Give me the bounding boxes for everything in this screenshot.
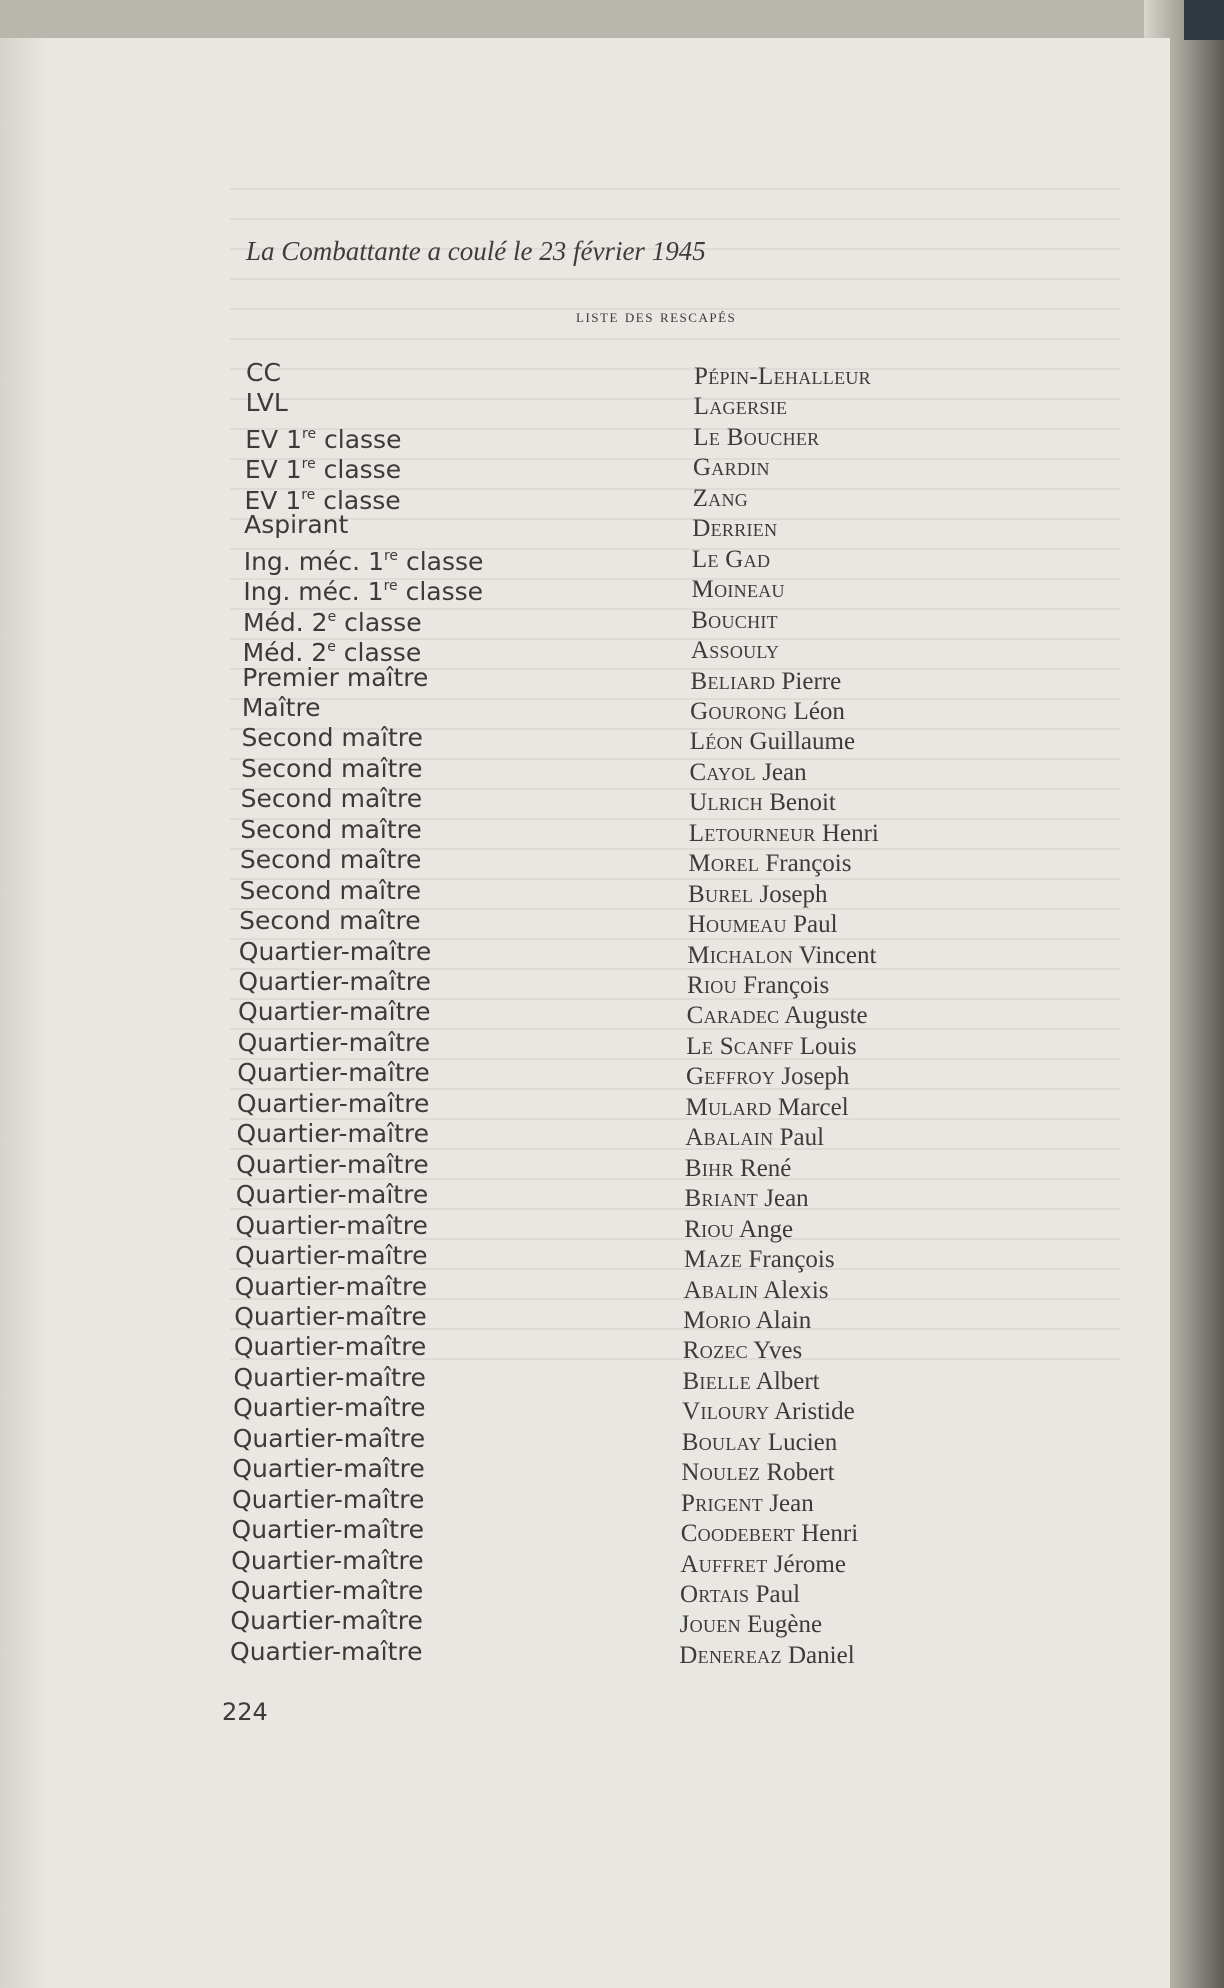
survivor-name <box>689 819 879 849</box>
given-name: Louis <box>799 1032 857 1060</box>
survivor-name <box>693 453 770 483</box>
rank-text: Quartier-maître <box>233 1393 426 1423</box>
given-name: Yves <box>753 1337 803 1365</box>
title-rest: a coulé le 23 février 1945 <box>427 236 706 266</box>
given-name: Robert <box>766 1459 835 1487</box>
survivor-rank <box>238 967 430 997</box>
rank-text: Quartier-maître <box>233 1362 426 1392</box>
given-name: François <box>765 850 852 878</box>
given-name: Paul <box>793 911 838 939</box>
survivor-name <box>689 788 836 818</box>
rank-text: Méd. 2 <box>242 638 328 668</box>
rank-ordinal: e <box>327 608 337 625</box>
survivor-name <box>680 1610 822 1640</box>
survivor-rank <box>237 1089 429 1119</box>
rank-text: Second maître <box>240 784 423 814</box>
rank-text: EV 1 <box>244 455 302 485</box>
surname: Le Gad <box>691 545 771 573</box>
survivor-name <box>683 1306 811 1336</box>
surname: Riou <box>687 972 737 999</box>
survivor-rank <box>240 845 421 875</box>
given-name: Jean <box>769 1489 814 1517</box>
survivor-name <box>690 697 845 727</box>
survivor-name <box>684 1215 793 1245</box>
rank-class: classe <box>315 455 402 485</box>
rank-text: Quartier-maître <box>235 1180 429 1210</box>
surname: Prigent <box>681 1489 764 1517</box>
survivor-rank <box>242 663 428 693</box>
rank-text: Second maître <box>240 814 422 844</box>
surname: Le Scanff <box>686 1032 794 1060</box>
surname: Beliard <box>690 667 776 695</box>
survivor-rank <box>240 815 421 845</box>
surname: Morio <box>683 1306 751 1334</box>
survivor-name <box>683 1336 802 1366</box>
surname: Viloury <box>682 1398 770 1426</box>
rank-text: Méd. 2 <box>242 607 328 637</box>
given-name: Aristide <box>774 1398 855 1426</box>
rank-text: Quartier-maître <box>232 1454 425 1484</box>
given-name: Paul <box>755 1581 801 1608</box>
survivor-rank <box>245 419 402 454</box>
rank-text: Quartier-maître <box>230 1636 423 1666</box>
given-name: Albert <box>755 1367 820 1395</box>
given-name: Pierre <box>781 667 842 695</box>
given-name: Paul <box>779 1124 825 1152</box>
survivor-rank <box>244 480 401 515</box>
page-number: 224 <box>222 1698 268 1726</box>
rank-text: Second maître <box>239 845 422 875</box>
rank-text: Ing. méc. 1 <box>243 577 384 607</box>
survivor-rank <box>230 1606 422 1636</box>
survivor-name <box>681 1458 834 1488</box>
survivor-name <box>685 1184 809 1214</box>
surname: Abalain <box>685 1124 774 1152</box>
survivor-name <box>688 910 838 940</box>
surname: Lagersie <box>693 393 788 421</box>
given-name: Joseph <box>759 880 828 908</box>
given-name: Jérome <box>773 1550 846 1578</box>
survivor-name <box>692 514 777 544</box>
survivor-rank <box>232 1454 424 1484</box>
surname: Cayol <box>689 758 756 786</box>
given-name: Auguste <box>784 1002 868 1030</box>
rank-text: Quartier-maître <box>236 1088 430 1118</box>
survivor-rank <box>234 1332 426 1362</box>
surname: Burel <box>688 880 754 908</box>
given-name: Ange <box>738 1215 794 1243</box>
survivor-rank <box>242 632 422 668</box>
survivor-rank <box>233 1424 425 1454</box>
surname: Gardin <box>692 454 770 482</box>
survivor-rank <box>236 1180 428 1210</box>
surname: Léon <box>689 728 744 756</box>
survivor-rank <box>242 693 321 723</box>
survivor-name <box>686 1062 850 1092</box>
survivor-rank <box>242 602 422 637</box>
survivor-rank <box>236 1150 428 1180</box>
survivor-name <box>689 758 806 788</box>
survivor-rank <box>244 449 402 485</box>
survivor-rank <box>246 358 281 388</box>
given-name: Eugène <box>747 1611 823 1639</box>
surname: Riou <box>684 1215 735 1243</box>
surname: Jouen <box>679 1611 741 1639</box>
surname: Le Boucher <box>693 423 820 451</box>
rank-class: classe <box>316 424 402 454</box>
given-name: René <box>740 1154 792 1182</box>
survivor-rank <box>239 906 420 936</box>
survivor-name <box>694 392 788 422</box>
rank-text: Quartier-maître <box>231 1545 424 1575</box>
survivor-rank <box>240 876 421 906</box>
survivor-name <box>692 545 770 575</box>
rank-ordinal: re <box>302 425 317 442</box>
surname: Geffroy <box>685 1063 776 1091</box>
rank-text: Second maître <box>239 906 421 936</box>
given-name: Henri <box>821 819 879 847</box>
rank-text: Second maître <box>241 723 423 753</box>
ship-name: La Combattante <box>246 236 421 266</box>
survivor-rank <box>235 1272 427 1302</box>
rank-text: Ing. méc. 1 <box>243 546 384 576</box>
rank-class: classe <box>398 546 484 576</box>
rank-text: Maître <box>241 692 321 722</box>
surname: Boulay <box>681 1428 762 1456</box>
survivor-name <box>684 1276 829 1306</box>
given-name: Léon <box>793 697 845 725</box>
survivor-rank <box>246 388 288 418</box>
survivor-name <box>688 880 827 910</box>
survivor-name <box>679 1641 854 1671</box>
rank-text: Quartier-maître <box>230 1576 424 1605</box>
rank-text: Quartier-maître <box>230 1606 423 1636</box>
survivor-name <box>680 1580 800 1610</box>
rank-text: Quartier-maître <box>238 936 432 966</box>
rank-text: LVL <box>245 388 288 418</box>
rank-text: Quartier-maître <box>238 967 431 996</box>
survivor-rank <box>241 754 422 784</box>
surname: Letourneur <box>688 819 816 847</box>
survivor-rank <box>232 1485 424 1515</box>
surname: Ulrich <box>689 789 763 817</box>
survivor-name <box>681 1489 814 1519</box>
surname: Maze <box>683 1246 743 1274</box>
survivor-rank <box>241 784 422 814</box>
surname: Houmeau <box>687 911 787 939</box>
rank-text: Second maître <box>239 875 422 905</box>
survivor-rank <box>241 723 422 753</box>
survivor-rank <box>244 510 348 540</box>
rank-text: Quartier-maître <box>233 1332 427 1362</box>
rank-text: Quartier-maître <box>236 1119 429 1149</box>
survivor-rank <box>235 1211 427 1241</box>
list-heading: liste des rescapés <box>576 306 737 326</box>
rank-text: Quartier-maître <box>234 1271 428 1301</box>
rank-text: Quartier-maître <box>237 1058 430 1088</box>
given-name: Alain <box>755 1306 812 1334</box>
rank-ordinal: re <box>383 547 399 564</box>
surname: Abalin <box>683 1276 759 1304</box>
rank-class: classe <box>336 607 422 637</box>
survivor-name <box>690 727 855 757</box>
survivor-name <box>687 941 876 971</box>
survivor-name <box>694 362 871 392</box>
survivor-rank <box>243 571 484 607</box>
rank-class: classe <box>397 577 484 607</box>
survivor-name <box>686 1032 856 1062</box>
rank-text: Premier maître <box>242 662 429 692</box>
survivor-name <box>686 1093 849 1123</box>
rank-text: Quartier-maître <box>237 1027 431 1057</box>
surname: Moineau <box>691 576 785 604</box>
rank-ordinal: re <box>301 486 316 503</box>
rank-text: Quartier-maître <box>231 1484 425 1514</box>
survivor-name <box>687 971 829 1001</box>
rank-text: Quartier-maître <box>235 1210 428 1240</box>
rank-text: EV 1 <box>245 424 302 454</box>
surname: Zang <box>692 484 749 512</box>
given-name: François <box>748 1246 835 1274</box>
survivor-name <box>691 667 842 697</box>
given-name: Daniel <box>788 1641 855 1669</box>
survivor-name <box>685 1123 824 1153</box>
rank-text: Aspirant <box>244 510 349 540</box>
survivor-rank <box>233 1363 425 1393</box>
survivor-rank <box>231 1576 423 1606</box>
survivor-rank <box>243 541 484 576</box>
given-name: Joseph <box>781 1063 850 1091</box>
survivor-name <box>687 1001 868 1031</box>
survivor-name <box>688 849 851 879</box>
surname: Briant <box>684 1185 759 1213</box>
surname: Caradec <box>686 1002 780 1030</box>
rank-text: Quartier-maître <box>238 997 431 1027</box>
given-name: Jean <box>762 758 807 786</box>
rank-text: Quartier-maître <box>236 1149 429 1179</box>
survivor-rank <box>235 1241 427 1271</box>
survivor-name <box>682 1397 855 1427</box>
rank-text: Quartier-maître <box>231 1515 425 1545</box>
rank-text: Quartier-maître <box>234 1301 427 1331</box>
rank-class: classe <box>315 485 401 515</box>
survivor-rank <box>238 997 430 1027</box>
survivor-name <box>693 423 819 453</box>
surname: Morel <box>688 850 760 878</box>
survivor-rank <box>237 1119 429 1149</box>
given-name: Benoit <box>769 789 836 817</box>
survivor-name <box>691 606 778 636</box>
surname: Auffret <box>680 1550 768 1578</box>
survivor-name <box>684 1245 835 1275</box>
survivor-rank <box>239 937 431 967</box>
surname: Michalon <box>687 941 793 969</box>
surname: Mulard <box>685 1093 772 1121</box>
rank-ordinal: re <box>301 456 316 473</box>
survivor-name <box>685 1154 792 1184</box>
given-name: Guillaume <box>749 728 856 756</box>
given-name: Henri <box>801 1520 859 1548</box>
rank-text: Quartier-maître <box>234 1241 428 1271</box>
surname: Ortais <box>680 1581 750 1608</box>
survivor-name <box>692 575 785 605</box>
surname: Denereaz <box>679 1641 782 1669</box>
survivor-rank <box>238 1028 430 1058</box>
survivor-rank <box>232 1515 424 1545</box>
given-name: Vincent <box>798 941 877 969</box>
surname: Rozec <box>682 1337 748 1365</box>
surname: Bouchit <box>691 606 778 634</box>
rank-class: classe <box>335 638 422 668</box>
survivor-rank <box>231 1546 423 1576</box>
survivor-rank <box>233 1393 425 1423</box>
given-name: François <box>743 972 830 999</box>
survivor-name <box>681 1519 858 1549</box>
survivor-name <box>680 1550 846 1580</box>
survivor-name <box>682 1367 819 1397</box>
surname: Assouly <box>690 637 780 665</box>
surname: Pépin-Lehalleur <box>694 363 871 390</box>
survivor-name <box>682 1428 838 1458</box>
rank-text: Second maître <box>241 753 423 783</box>
surname: Coodebert <box>680 1520 795 1548</box>
survivor-name <box>691 636 779 666</box>
surname: Derrien <box>692 515 778 543</box>
rank-ordinal: re <box>383 578 398 595</box>
survivor-name <box>693 484 748 514</box>
rank-text: EV 1 <box>244 485 302 515</box>
survivor-rank <box>230 1637 422 1667</box>
rank-text: Quartier-maître <box>232 1423 426 1453</box>
rank-ordinal: e <box>327 639 336 656</box>
rank-text: CC <box>246 358 281 387</box>
surname: Gourong <box>690 697 788 725</box>
surname: Bihr <box>684 1154 734 1182</box>
survivor-rank <box>234 1302 426 1332</box>
given-name: Marcel <box>777 1093 849 1121</box>
survivor-rank <box>237 1058 429 1088</box>
given-name: Alexis <box>763 1276 829 1304</box>
surname: Noulez <box>681 1459 761 1487</box>
surname: Bielle <box>682 1367 751 1395</box>
given-name: Lucien <box>767 1428 838 1456</box>
scan-corner <box>1184 0 1224 40</box>
given-name: Jean <box>764 1185 809 1213</box>
